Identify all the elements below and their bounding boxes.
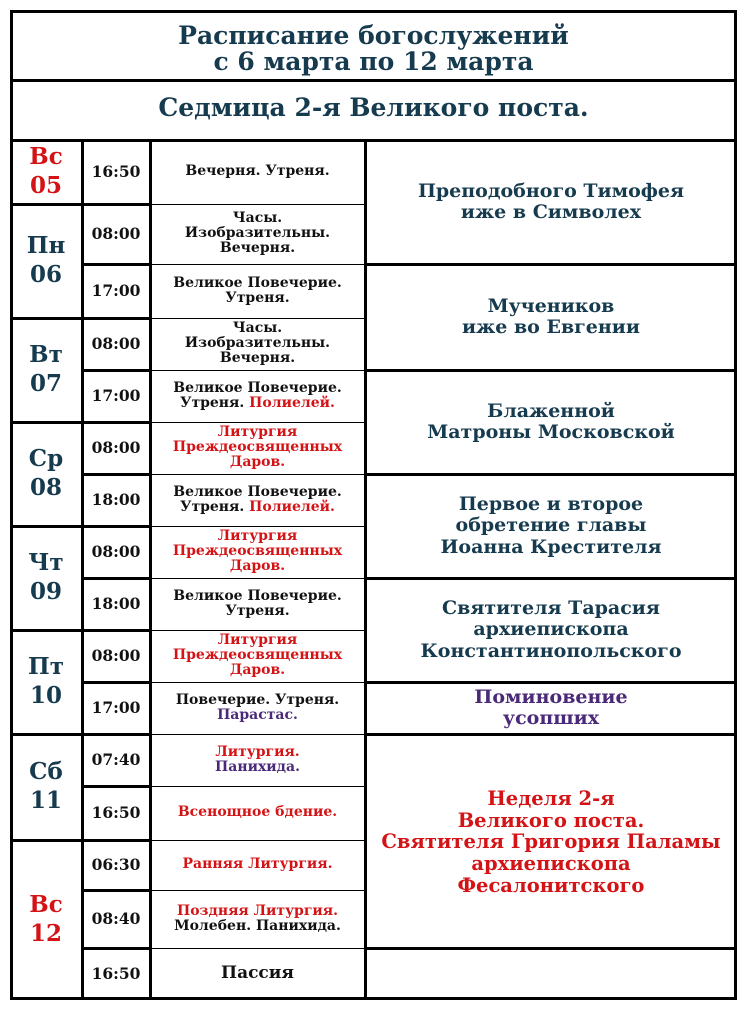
service-line: Литургия (217, 632, 298, 649)
service-time: 07:40 (91, 750, 141, 769)
service-line: Даров. (229, 558, 286, 575)
time-divider (82, 785, 150, 788)
service-time: 08:00 (91, 334, 141, 353)
feast-line: обретение главы (455, 514, 647, 537)
service-divider (150, 682, 365, 683)
service-line: Парастас. (217, 706, 298, 723)
saint-divider (365, 369, 737, 372)
service-time: 08:00 (91, 224, 141, 243)
day-abbr: Вт (29, 341, 63, 368)
service-divider (150, 948, 365, 949)
feast-line: Блаженной (487, 399, 615, 422)
day-label (10, 143, 82, 201)
service-line: Великое Повечерие. (173, 274, 342, 291)
feast-name (365, 181, 737, 224)
service-divider (150, 786, 365, 787)
day-divider (10, 421, 82, 424)
service-name (150, 529, 365, 574)
service-time: 08:00 (91, 542, 141, 561)
time-divider (82, 263, 150, 266)
service-line: Литургия (217, 424, 298, 441)
saint-divider (365, 681, 737, 684)
feast-line: Мучеников (487, 294, 615, 317)
day-number: 06 (29, 260, 62, 288)
day-number: 07 (29, 369, 62, 397)
service-line: Панихида. (215, 758, 300, 775)
service-line: Повечерие. Утреня. (175, 691, 340, 708)
service-time: 16:50 (91, 162, 141, 181)
service-line: Часы. (232, 210, 283, 227)
service-time: 17:00 (91, 281, 141, 300)
time-divider (82, 629, 150, 632)
day-abbr: Сб (29, 758, 63, 785)
service-line: Великое Повечерие. (173, 483, 342, 500)
service-name (150, 904, 365, 934)
feast-line: Константинопольского (420, 639, 682, 662)
feast-line: Неделя 2-я (487, 786, 615, 810)
day-divider (10, 629, 82, 632)
day-label (10, 341, 82, 399)
feast-name (365, 788, 737, 897)
service-line: Великое Повечерие. (173, 587, 342, 604)
service-time: 08:00 (91, 438, 141, 457)
service-name (150, 857, 365, 872)
feast-line: Поминовение (474, 685, 628, 708)
service-line: Изобразительны. (184, 335, 331, 352)
title-line-2: с 6 марта по 12 марта (213, 47, 534, 77)
day-number: 08 (29, 473, 62, 501)
day-divider (10, 733, 82, 736)
day-number: 12 (29, 919, 62, 947)
service-divider (150, 204, 365, 205)
day-label (10, 891, 82, 949)
day-abbr: Пн (26, 232, 66, 259)
day-abbr: Пт (28, 653, 64, 680)
day-number: 09 (29, 577, 62, 605)
service-name (150, 485, 365, 515)
feast-line: Иоанна Крестителя (440, 535, 662, 558)
day-number: 11 (29, 786, 62, 814)
time-divider (82, 839, 150, 842)
feast-line: Преподобного Тимофея (417, 179, 685, 202)
time-divider (82, 421, 150, 424)
saint-divider (365, 473, 737, 476)
service-line: Литургия (217, 528, 298, 545)
day-label (10, 758, 82, 816)
service-divider (150, 474, 365, 475)
feast-name (365, 494, 737, 558)
table-border-bottom (10, 997, 737, 1000)
feast-line: архиепископа (471, 852, 631, 876)
service-line: Вечерня. (219, 350, 296, 367)
day-divider (10, 839, 82, 842)
service-time: 18:00 (91, 490, 141, 509)
day-divider (10, 203, 82, 206)
service-line: Всенощное бдение. (177, 804, 338, 821)
service-name (150, 425, 365, 470)
service-line: Утреня. Полиелей. (180, 394, 335, 411)
saint-divider (365, 577, 737, 580)
service-line: Даров. (229, 662, 286, 679)
service-name (150, 589, 365, 619)
time-divider (82, 889, 150, 892)
day-number: 10 (29, 681, 62, 709)
week-title: Седмица 2-я Великого поста. (158, 93, 589, 122)
service-line: Поздняя Литургия. (177, 902, 338, 919)
service-line: Преждеосвященных (172, 543, 343, 560)
service-name (150, 381, 365, 411)
service-line: Изобразительны. (184, 225, 331, 242)
service-name (150, 276, 365, 306)
time-divider (82, 947, 150, 950)
service-name (150, 964, 365, 982)
service-divider (150, 318, 365, 319)
service-line: Преждеосвященных (172, 439, 343, 456)
time-divider (82, 369, 150, 372)
saint-divider (365, 733, 737, 736)
service-time: 06:30 (91, 855, 141, 874)
service-name (150, 211, 365, 256)
day-abbr: Ср (28, 445, 64, 472)
title-line-1: Расписание богослужений (178, 21, 569, 50)
service-name (150, 164, 365, 179)
feast-name (365, 401, 737, 444)
service-divider (150, 370, 365, 371)
service-name (150, 805, 365, 820)
service-divider (150, 734, 365, 735)
day-label (10, 653, 82, 711)
service-time: 08:40 (91, 909, 141, 928)
service-name (150, 745, 365, 775)
page-title (13, 23, 734, 76)
service-line: Утреня. Полиелей. (180, 498, 335, 515)
day-label (10, 549, 82, 607)
day-label (10, 232, 82, 290)
day-abbr: Вс (29, 891, 63, 918)
service-time: 08:00 (91, 646, 141, 665)
service-name (150, 321, 365, 366)
service-line: Утреня. (225, 289, 290, 306)
service-line: Даров. (229, 454, 286, 471)
feast-line: Матроны Московской (427, 420, 675, 443)
service-line: Молебен. Панихида. (174, 917, 341, 934)
time-divider (82, 577, 150, 580)
service-line: Великое Повечерие. (173, 379, 342, 396)
feast-name (365, 598, 737, 662)
service-line: Литургия. (215, 743, 300, 760)
service-divider (150, 578, 365, 579)
service-time: 18:00 (91, 594, 141, 613)
service-time: 16:50 (91, 803, 141, 822)
service-line: Утреня. (225, 602, 290, 619)
feast-line: Фесалонитского (457, 874, 645, 898)
day-abbr: Чт (28, 549, 64, 576)
feast-name (365, 687, 737, 730)
service-line: Вечерня. (219, 240, 296, 257)
service-time: 17:00 (91, 386, 141, 405)
title-box (10, 10, 737, 82)
feast-line: Святителя Григория Паламы (381, 830, 721, 854)
time-divider (82, 317, 150, 320)
time-divider (82, 203, 150, 206)
week-box (10, 82, 737, 142)
time-divider (82, 473, 150, 476)
day-label (10, 445, 82, 503)
service-line: Часы. (232, 320, 283, 337)
service-divider (150, 890, 365, 891)
feast-line: усопших (502, 706, 600, 729)
time-divider (82, 733, 150, 736)
service-line: Ранняя Литургия. (182, 856, 333, 873)
feast-name (365, 296, 737, 339)
day-divider (10, 525, 82, 528)
day-divider (10, 317, 82, 320)
service-divider (150, 840, 365, 841)
service-divider (150, 630, 365, 631)
saint-divider (365, 947, 737, 950)
service-line: Пассия (221, 963, 294, 983)
feast-line: иже в Символех (460, 200, 642, 223)
service-line: Преждеосвященных (172, 647, 343, 664)
service-name (150, 693, 365, 723)
schedule-table (10, 140, 737, 1000)
service-line: Вечерня. Утреня. (185, 163, 330, 180)
feast-line: Первое и второе (458, 493, 644, 516)
feast-line: Святителя Тарасия (442, 597, 660, 620)
service-divider (150, 526, 365, 527)
time-divider (82, 681, 150, 684)
service-divider (150, 422, 365, 423)
time-divider (82, 525, 150, 528)
service-divider (150, 264, 365, 265)
service-time: 17:00 (91, 698, 141, 717)
feast-line: иже во Евгении (462, 315, 640, 338)
feast-line: архиепископа (473, 618, 629, 641)
day-number: 05 (29, 171, 62, 199)
day-abbr: Вс (29, 143, 63, 170)
service-name (150, 633, 365, 678)
saint-divider (365, 263, 737, 266)
service-time: 16:50 (91, 964, 141, 983)
feast-line: Великого поста. (457, 808, 645, 832)
